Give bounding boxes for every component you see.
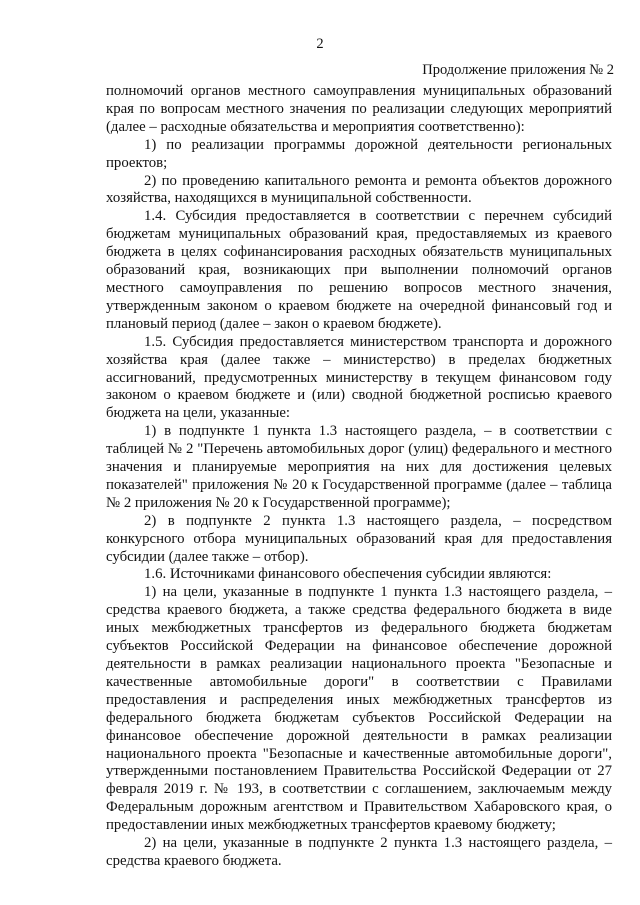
appendix-continuation-header: Продолжение приложения № 2 xyxy=(422,62,614,78)
page-number: 2 xyxy=(316,36,324,52)
paragraph-1-6-item-2: 2) на цели, указанные в подпункте 2 пункта 1.3 настоящего раздела, – средства краевого бюджета. xyxy=(106,835,612,869)
paragraph-item-2-capital-repair: 2) по проведению капитального ремонта и ремонта объектов дорожного хозяйства, находящихся в муниципальной собственности. xyxy=(106,172,612,207)
paragraph-1-5-item-2: 2) в подпункте 2 пункта 1.3 настоящего раздела, – посредством конкурсного отбора муниципальных образований края для предоставления субсидии (далее также – отбор). xyxy=(106,512,612,565)
document-body xyxy=(106,83,612,871)
paragraph-1-5-ministry: 1.5. Субсидия предоставляется министерством транспорта и дорожного хозяйства края (далее также – министерство) в пределах бюджетных ассигнований, предусмотренных министерству в текущем финансовом году законом о краевом бюджете и (или) сводной бюджетной росписью краевого бюджета на цели, указанные: xyxy=(106,333,612,422)
paragraph-1-6-item-1: 1) на цели, указанные в подпункте 1 пункта 1.3 настоящего раздела, – средства краевого бюджета, а также средства федерального бюджета в виде иных межбюджетных трансфертов из федерального бюджета бюджетам субъектов Российской Федерации на финансовое обеспечение дорожной деятельности в рамках реализации национального проекта "Безопасные и качественные автомобильные дороги" в соответствии с Правилами предоставления и распределения иных межбюджетных трансфертов из федерального бюджета бюджетам субъектов Российской Федерации на финансовое обеспечение дорожной деятельности в рамках реализации национального проекта "Безопасные и качественные автомобильные дороги", утвержденными постановлением Правительства Российской Федерации от 27 февраля 2019 г. № 193, в соответствии с соглашением, заключаемым между Федеральным дорожным агентством и Правительством Хабаровского края, о предоставлении иных межбюджетных трансфертов краевому бюджету; xyxy=(106,584,612,834)
paragraph-1-6-funding-sources: 1.6. Источниками финансового обеспечения субсидии являются: xyxy=(144,566,552,583)
paragraph-obligations-intro: полномочий органов местного самоуправления муниципальных образований края по вопросам местного значения по реализации следующих мероприятий (далее – расходные обязательства и мероприятия соответственно): xyxy=(106,83,612,135)
paragraph-1-4-subsidy-list: 1.4. Субсидия предоставляется в соответствии с перечнем субсидий бюджетам муниципальных образований края, предоставляемых из краевого бюджета в целях софинансирования расходных обязательств муниципальных образований края, возникающих при выполнении полномочий органов местного самоуправления по решению вопросов местного значения, утвержденным законом о краевом бюджете на очередной финансовый год и плановый период (далее – закон о краевом бюджете). xyxy=(106,208,612,332)
paragraph-1-5-item-1: 1) в подпункте 1 пункта 1.3 настоящего раздела, – в соответствии с таблицей № 2 "Перечень автомобильных дорог (улиц) федерального и местного значения и планируемые мероприятия на них для достижения целевых показателей" приложения № 20 к Государственной программе (далее – таблица № 2 приложения № 20 к Государственной программе); xyxy=(106,423,612,511)
paragraph-item-1-road-programs: 1) по реализации программы дорожной деятельности региональных проектов; xyxy=(106,136,612,171)
